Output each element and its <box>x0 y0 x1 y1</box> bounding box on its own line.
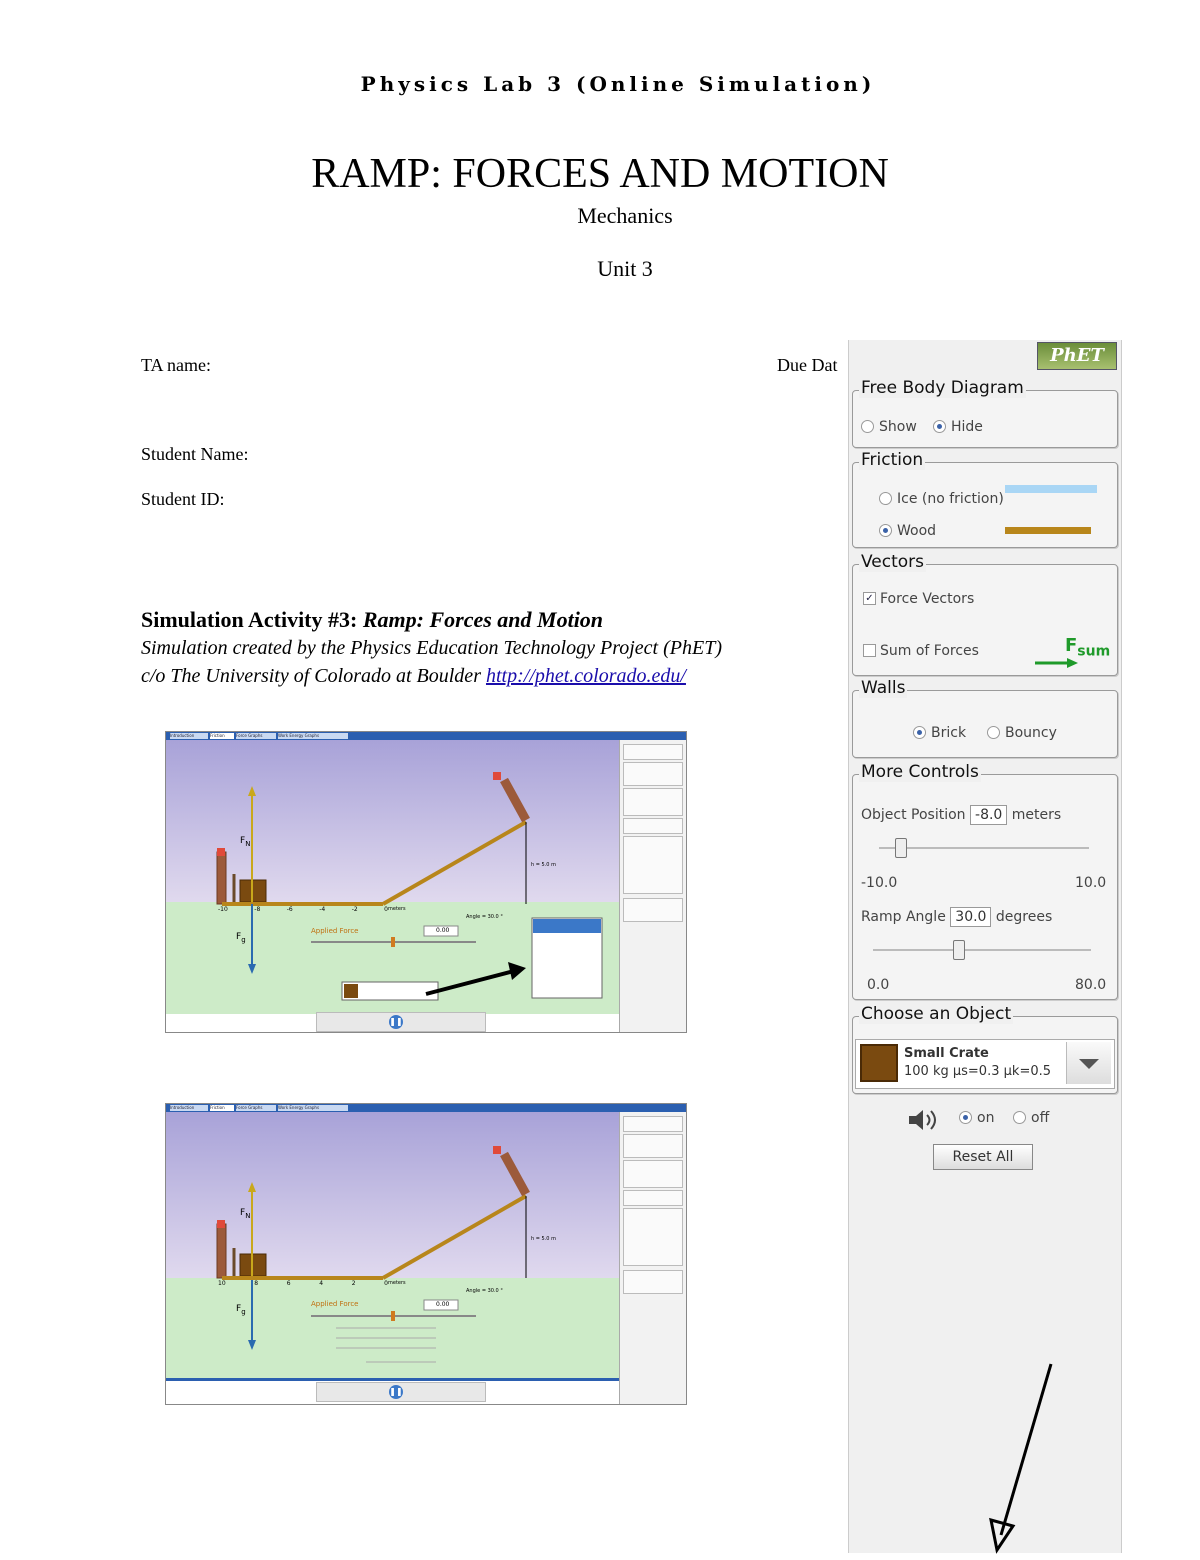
chevron-down-icon[interactable] <box>1066 1042 1111 1084</box>
position-min: -10.0 <box>861 875 898 891</box>
page-title: RAMP: FORCES AND MOTION <box>311 151 889 197</box>
wood-radio[interactable]: Wood <box>879 523 936 539</box>
sound-on-radio[interactable]: on <box>959 1110 994 1126</box>
tick-label: -2 <box>351 906 358 913</box>
angle-slider-track <box>873 949 1091 951</box>
sim-applied-force-value: 0.00 <box>436 927 450 934</box>
free-body-diagram-group <box>852 378 1118 448</box>
credit-line-2 <box>141 665 686 688</box>
radio-selected-icon <box>879 524 892 537</box>
walls-group <box>852 678 1118 758</box>
show-radio[interactable]: Show <box>861 419 917 435</box>
tick-label: 0 <box>384 1280 388 1287</box>
sim-meters-label: meters <box>388 1280 406 1286</box>
wood-swatch <box>1005 527 1091 534</box>
simulation-screenshot-2 <box>165 1103 687 1405</box>
sim-fg-label: $F_g$ <box>236 1304 246 1316</box>
more-controls-group <box>852 762 1118 1000</box>
hide-radio[interactable]: Hide <box>933 419 983 435</box>
activity-title-italic: Ramp: Forces and Motion <box>362 607 604 632</box>
pointer-arrow-icon <box>979 1360 1059 1560</box>
radio-icon <box>861 420 874 433</box>
ramp-angle-input[interactable]: 30.0 <box>950 907 991 927</box>
fsum-label: $F_{sum}$ <box>1065 635 1111 660</box>
sim-scene <box>166 732 619 1032</box>
sim-angle-label: Angle = 30.0 ° <box>466 1288 503 1294</box>
walls-title: Walls <box>861 678 906 698</box>
sim-angle-label: Angle = 30.0 ° <box>466 914 503 920</box>
activity-title <box>141 607 603 633</box>
ramp-angle-unit: degrees <box>995 909 1053 925</box>
radio-selected-icon <box>959 1111 972 1124</box>
sim-tick-labels <box>218 906 388 913</box>
more-controls-title: More Controls <box>861 762 979 782</box>
free-body-title: Free Body Diagram <box>861 378 1024 398</box>
sim-applied-force-label: Applied Force <box>311 1300 359 1308</box>
angle-max: 80.0 <box>1075 977 1107 993</box>
sim-height-label: h = 5.0 m <box>531 1236 556 1242</box>
sim-playback-bar <box>316 1382 486 1402</box>
sim-tick-labels <box>218 1280 388 1287</box>
sim-fg-label: $F_g$ <box>236 932 246 944</box>
tick-label: 2 <box>351 1280 356 1287</box>
due-date-label: Due Dat <box>777 355 838 375</box>
sim-meters-label: meters <box>388 906 406 912</box>
sim-tab: Work Energy Graphs <box>278 1105 348 1111</box>
sim-playback-bar <box>316 1012 486 1032</box>
brick-radio[interactable]: Brick <box>913 725 966 741</box>
tick-label: 0 <box>384 906 388 913</box>
sim-applied-force-value: 0.00 <box>436 1301 450 1308</box>
speaker-icon <box>907 1108 943 1136</box>
position-slider-thumb[interactable] <box>895 838 907 858</box>
object-position-label: Object Position <box>861 807 966 823</box>
tick-label: -8 <box>254 906 261 913</box>
unit-label: Unit 3 <box>597 256 653 281</box>
sim-tab: Introduction <box>170 1105 208 1111</box>
ice-swatch <box>1005 485 1097 493</box>
sim-applied-force-label: Applied Force <box>311 927 359 935</box>
sim-tab: Friction <box>210 1105 234 1111</box>
checkmark-icon: ✓ <box>863 592 876 605</box>
object-position-row <box>861 805 1061 825</box>
ramp-angle-label: Ramp Angle <box>861 909 946 925</box>
tick-label: -4 <box>319 906 326 913</box>
sim-height-label: h = 5.0 m <box>531 862 556 868</box>
radio-icon <box>1013 1111 1026 1124</box>
pause-icon[interactable]: ❚❚ <box>389 1015 403 1029</box>
sim-tab: Work Energy Graphs <box>278 733 348 739</box>
bouncy-radio[interactable]: Bouncy <box>987 725 1057 741</box>
subtitle: Mechanics <box>577 203 673 228</box>
student-name-label: Student Name: <box>141 444 249 464</box>
radio-selected-icon <box>933 420 946 433</box>
credit-line-1: Simulation created by the Physics Education Technology Project (PhET) <box>141 637 722 659</box>
sim-fn-label: $F_N$ <box>240 1208 251 1220</box>
sound-off-radio[interactable]: off <box>1013 1110 1049 1126</box>
friction-title: Friction <box>861 450 924 470</box>
tick-label: 8 <box>254 1280 259 1287</box>
radio-selected-icon <box>913 726 926 739</box>
tick-label: -6 <box>286 906 293 913</box>
sim-tab: Force Graphs <box>236 1105 276 1111</box>
radio-icon <box>879 492 892 505</box>
object-position-unit: meters <box>1011 807 1062 823</box>
sim-tab: Introduction <box>170 733 208 739</box>
angle-slider-thumb[interactable] <box>953 940 965 960</box>
sim-control-panel <box>619 1112 686 1404</box>
activity-title-bold: Simulation Activity #3: <box>141 607 363 632</box>
friction-group <box>852 450 1118 548</box>
phet-logo: PhET <box>1037 342 1117 370</box>
phet-link[interactable]: http://phet.colorado.edu/ <box>485 665 686 687</box>
tick-label: 6 <box>286 1280 291 1287</box>
lab-title: Physics Lab 3 (Online Simulation) <box>360 72 876 96</box>
position-slider-track <box>879 847 1089 849</box>
force-vectors-checkbox[interactable]: ✓ Force Vectors <box>863 591 974 607</box>
sim-fn-label: $F_N$ <box>240 836 251 848</box>
vectors-title: Vectors <box>861 552 925 572</box>
tick-label: -10 <box>218 906 228 913</box>
fsum-arrow-icon <box>1035 657 1079 669</box>
radio-icon <box>987 726 1000 739</box>
ta-name-label: TA name: <box>141 355 212 375</box>
student-id-label: Student ID: <box>141 489 225 509</box>
simulation-screenshot-1 <box>165 731 687 1033</box>
object-name: Small Crate <box>904 1046 989 1061</box>
tick-label: 4 <box>319 1280 324 1287</box>
control-panel <box>848 340 1122 1553</box>
object-properties: 100 kg μs=0.3 μk=0.5 <box>904 1064 1052 1079</box>
sim-control-panel <box>619 740 686 1032</box>
object-position-input[interactable]: -8.0 <box>970 805 1007 825</box>
sum-of-forces-checkbox[interactable]: Sum of Forces <box>863 643 979 659</box>
sim-tab: Force Graphs <box>236 733 276 739</box>
reset-all-button[interactable]: Reset All <box>933 1144 1033 1170</box>
credit-prefix: c/o The University of Colorado at Boulder <box>141 665 486 687</box>
object-dropdown[interactable] <box>855 1039 1115 1089</box>
choose-object-group <box>852 1004 1118 1094</box>
vectors-group <box>852 552 1118 676</box>
sim-tab: Friction <box>210 733 234 739</box>
pause-icon[interactable]: ❚❚ <box>389 1385 403 1399</box>
crate-icon <box>860 1044 898 1082</box>
checkbox-icon <box>863 644 876 657</box>
ramp-angle-row <box>861 907 1052 927</box>
angle-min: 0.0 <box>867 977 890 993</box>
position-max: 10.0 <box>1075 875 1107 891</box>
ice-radio[interactable]: Ice (no friction) <box>879 491 1004 507</box>
sim-scene <box>166 1104 619 1404</box>
choose-object-title: Choose an Object <box>861 1004 1012 1024</box>
tick-label: 10 <box>218 1280 226 1287</box>
